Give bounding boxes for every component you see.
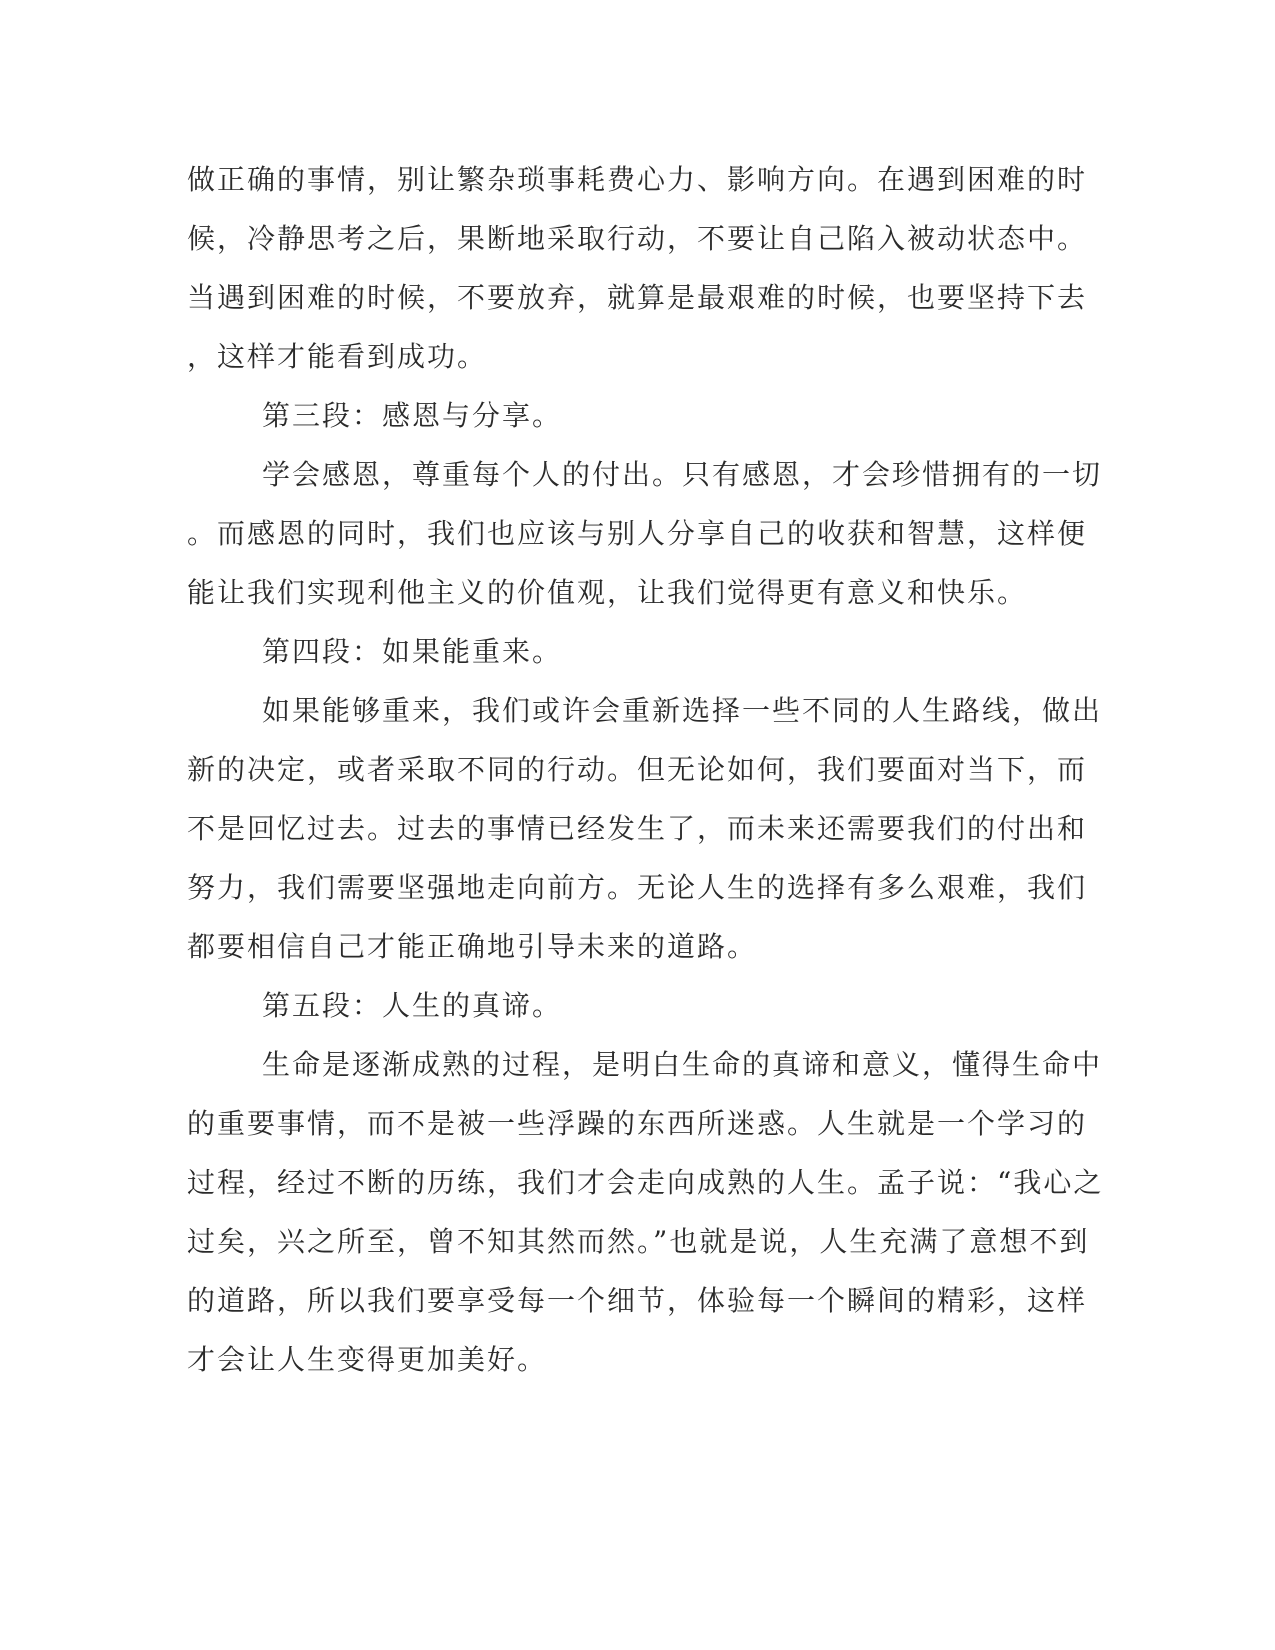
text-line: 不是回忆过去。过去的事情已经发生了，而未来还需要我们的付出和 <box>187 812 1088 845</box>
text-line: 如果能够重来，我们或许会重新选择一些不同的人生路线，做出 <box>262 694 1103 727</box>
text-line: 过程，经过不断的历练，我们才会走向成熟的人生。孟子说：“我心之 <box>187 1166 1104 1199</box>
text-line: 努力，我们需要坚强地走向前方。无论人生的选择有多么艰难，我们 <box>187 871 1088 904</box>
section-heading: 第四段：如果能重来。 <box>262 635 563 668</box>
section-heading: 第三段：感恩与分享。 <box>262 399 563 432</box>
text-line: 的道路，所以我们要享受每一个细节，体验每一个瞬间的精彩，这样 <box>187 1284 1088 1317</box>
text-line: 才会让人生变得更加美好。 <box>187 1343 548 1376</box>
text-line: 候，冷静思考之后，果断地采取行动，不要让自己陷入被动状态中。 <box>187 222 1088 255</box>
text-line: 当遇到困难的时候，不要放弃，就算是最艰难的时候，也要坚持下去 <box>187 281 1088 314</box>
text-line: 。而感恩的同时，我们也应该与别人分享自己的收获和智慧，这样便 <box>187 517 1088 550</box>
text-line: 过矣，兴之所至，曾不知其然而然。”也就是说，人生充满了意想不到 <box>187 1225 1090 1258</box>
text-line: ，这样才能看到成功。 <box>187 340 488 373</box>
text-line: 学会感恩，尊重每个人的付出。只有感恩，才会珍惜拥有的一切 <box>262 458 1103 491</box>
text-line: 的重要事情，而不是被一些浮躁的东西所迷惑。人生就是一个学习的 <box>187 1107 1088 1140</box>
text-line: 能让我们实现利他主义的价值观，让我们觉得更有意义和快乐。 <box>187 576 1028 609</box>
text-line: 都要相信自己才能正确地引导未来的道路。 <box>187 930 758 963</box>
text-line: 生命是逐渐成熟的过程，是明白生命的真谛和意义，懂得生命中 <box>262 1048 1103 1081</box>
text-line: 新的决定，或者采取不同的行动。但无论如何，我们要面对当下，而 <box>187 753 1088 786</box>
text-line: 做正确的事情，别让繁杂琐事耗费心力、影响方向。在遇到困难的时 <box>187 163 1088 196</box>
section-heading: 第五段：人生的真谛。 <box>262 989 563 1022</box>
